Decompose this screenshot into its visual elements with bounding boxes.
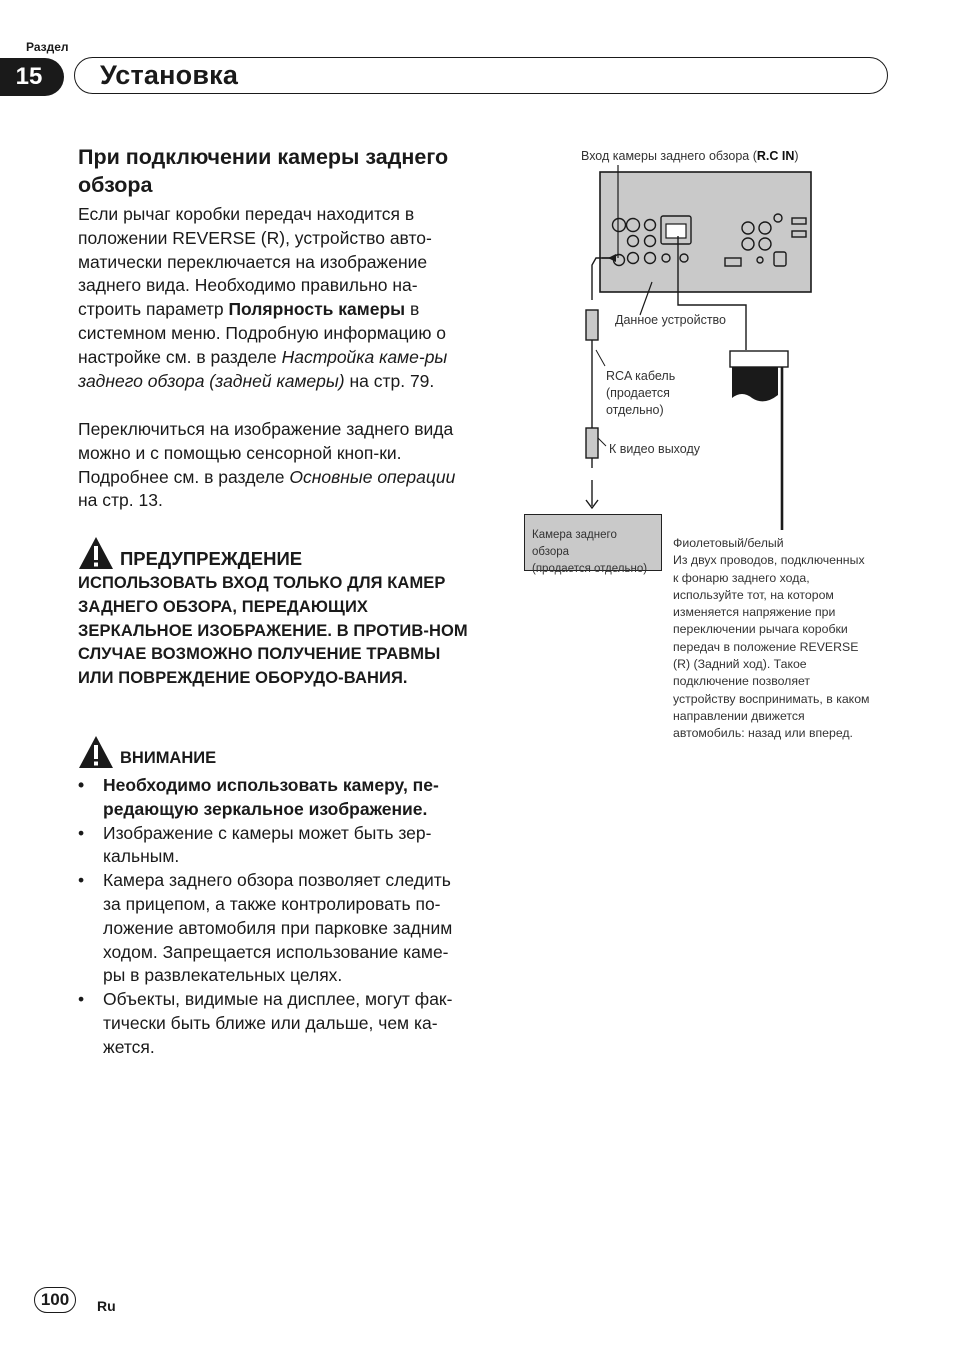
chapter-number: 15 [0, 58, 64, 96]
warning-title: ПРЕДУПРЕЖДЕНИЕ [120, 548, 303, 569]
param-name: Полярность камеры [228, 299, 406, 320]
video-out-label: К видео выходу [609, 442, 701, 456]
chapter-title: Установка [100, 60, 239, 90]
caution-title: ВНИМАНИЕ [120, 749, 217, 767]
language-code: Ru [97, 1298, 116, 1314]
page-number: 100 [34, 1287, 76, 1313]
paragraph-reverse: Если рычаг коробки передач находится в положении REVERSE (R), устройство авто-матически переключается на изображение заднего вида. Необходимо правильно на-строить параметр Полярность камеры в системном меню. Подробную информацию о настройке см. в разделе Настройка каме-ры заднего обзора (задней камеры) на стр. 79. [78, 204, 448, 391]
wire-note [673, 535, 873, 743]
wire-note-text: Из двух проводов, подключенных к фонарю заднего хода, используйте тот, на котором изменяется напряжение при переключении рычага коробки передач в положение REVERSE (R) (Задний ход). Такое подключение позволяет устройству воспринимать, в каком направлении движется автомобиль: назад или вперед. [673, 553, 870, 741]
head-unit [600, 172, 811, 292]
cross-reference: Основные операции [289, 466, 456, 487]
warning-text: ИСПОЛЬЗОВАТЬ ВХОД ТОЛЬКО ДЛЯ КАМЕР ЗАДНЕГО ОБЗОРА, ПЕРЕДАЮЩИХ ЗЕРКАЛЬНОЕ ИЗОБРАЖЕНИЕ. В ПРОТИВ-НОМ СЛУЧАЕ ВОЗМОЖНО ПОЛУЧЕНИЕ ТРАВМЫ ИЛИ ПОВРЕЖДЕНИЕ ОБОРУДО-ВАНИЯ. [78, 574, 468, 688]
caution-list [78, 774, 468, 1060]
unit-label: Данное устройство [615, 313, 726, 327]
caution-header [78, 735, 468, 769]
camera-box: Камера заднего обзора (продается отдельно) [524, 514, 662, 571]
wire-note-title: Фиолетовый/белый [673, 536, 784, 550]
rca-cable [586, 258, 616, 508]
list-item: • Изображение с камеры может быть зер-кальным. [78, 822, 468, 870]
list-item: • Объекты, видимые на дисплее, могут фак-тически быть ближе или дальше, чем ка-жется. [78, 988, 468, 1059]
paragraph-touch: Переключиться на изображение заднего вида можно и с помощью сенсорной кноп-ки. Подробнее см. в разделе Основные операции на стр. 13. [78, 419, 456, 511]
caution-triangle-icon [78, 735, 114, 769]
warning-block [78, 536, 468, 691]
warning-header [78, 536, 468, 570]
list-item: • Необходимо использовать камеру, пе-редающую зеркальное изображение. [78, 774, 468, 822]
cross-reference: Настройка каме-ры заднего обзора (задней камеры) [78, 346, 448, 391]
caution-block [78, 735, 468, 769]
section-label: Раздел [26, 40, 69, 54]
section-heading: При подключении камеры заднего обзора [78, 145, 449, 197]
list-item: • Камера заднего обзора позволяет следить за прицепом, а также контролировать по-ложение автомобиля при парковке задним ходом. Запрещается использование каме-ры в развлекательных целях. [78, 869, 468, 988]
warning-triangle-icon [78, 536, 114, 570]
rca-label: RCA кабель (продается отдельно) [606, 369, 676, 417]
rc-in-label: Вход камеры заднего обзора (R.C IN) [581, 149, 799, 163]
